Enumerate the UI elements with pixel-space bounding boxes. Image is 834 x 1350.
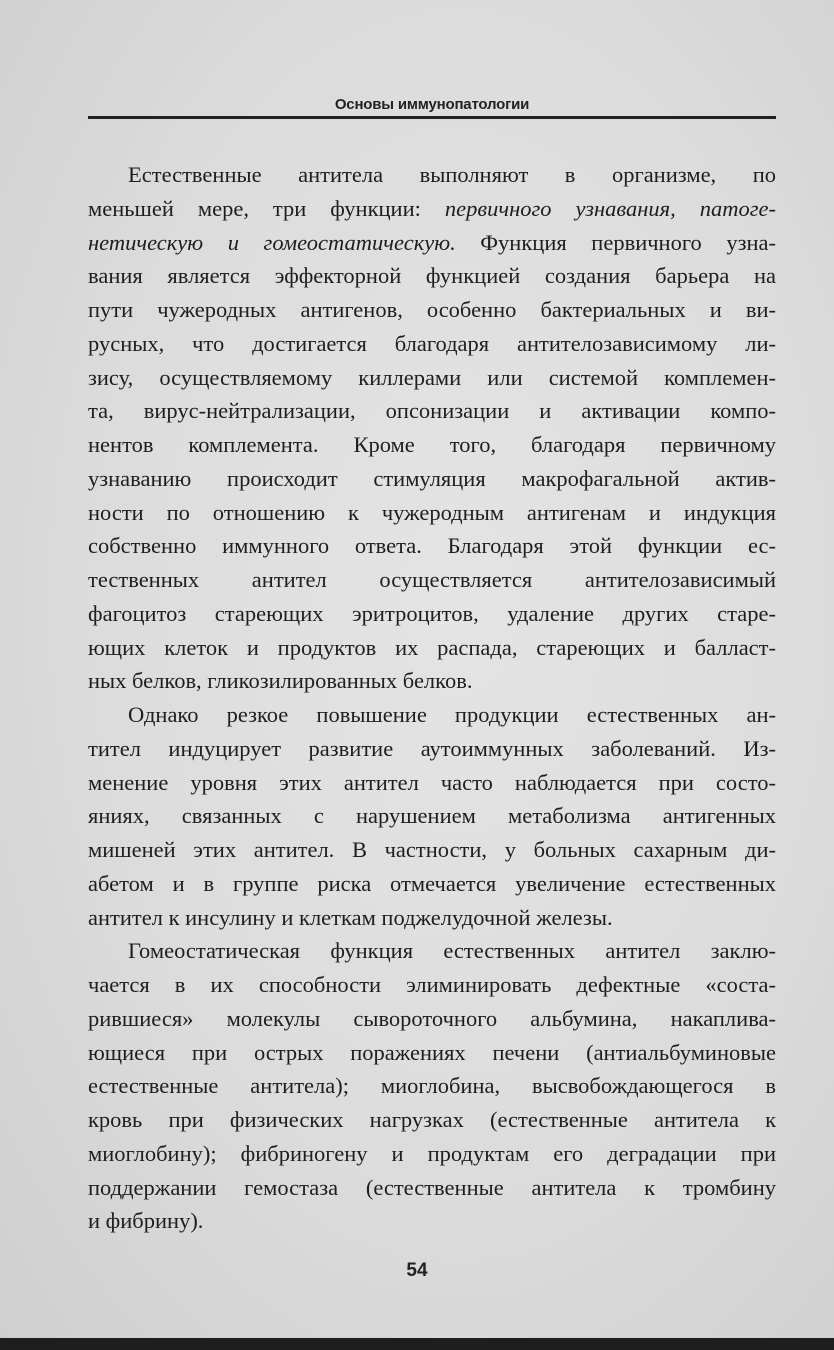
text-line [88, 631, 776, 665]
text-run: меньшей мере, три функции: [88, 195, 445, 221]
text-run: Гомеостатическая функция естественных антител заклю- [128, 938, 776, 964]
text-line [88, 1069, 776, 1103]
text-line [88, 934, 776, 968]
text-line [88, 361, 776, 395]
text-run: Однако резкое повышение продукции естественных ан- [128, 702, 776, 727]
text-line [88, 327, 776, 361]
text-run: зису, осуществляемому киллерами или системой комплемен- [88, 364, 776, 390]
italic-run: нетическую и гомеостатическую. [88, 229, 456, 255]
text-line [88, 1036, 776, 1070]
text-run: фагоцитоз стареющих эритроцитов, удаление других старе- [88, 600, 776, 626]
text-run: нентов комплемента. Кроме того, благодаря первичному [88, 432, 776, 457]
text-run: поддержании гемостаза (естественные антитела к тромбину [88, 1174, 776, 1200]
text-line [88, 698, 776, 732]
text-line [88, 1137, 776, 1171]
text-run: абетом и в группе риска отмечается увеличение естественных [88, 870, 776, 896]
text-run: мишеней этих антител. В частности, у больных сахарным ди- [88, 837, 776, 862]
text-line [88, 226, 776, 260]
running-head: Основы иммунопатологии [334, 96, 530, 113]
text-run: менение уровня этих антител часто наблюдается при состо- [88, 769, 776, 795]
header-rule [88, 116, 776, 119]
text-line [88, 833, 776, 867]
text-line [88, 462, 776, 496]
text-line [88, 496, 776, 530]
text-line [88, 529, 776, 563]
text-run: пути чужеродных антигенов, особенно бактериальных и ви- [88, 297, 776, 322]
text-line [88, 968, 776, 1002]
text-line [88, 158, 776, 192]
text-line [88, 192, 776, 226]
text-run: рившиеся» молекулы сывороточного альбумина, накаплива- [88, 1005, 776, 1031]
text-run: узнаванию происходит стимуляция макрофагальной актив- [88, 465, 776, 491]
text-run: антител к инсулину и клеткам поджелудочной железы. [88, 904, 613, 930]
text-line [88, 394, 776, 428]
text-line [88, 1002, 776, 1036]
page-number: 54 [406, 1260, 428, 1281]
text-line [88, 766, 776, 800]
text-run: ных белков, гликозилированных белков. [88, 668, 473, 694]
text-line [88, 428, 776, 462]
text-line [88, 732, 776, 766]
text-line [88, 867, 776, 901]
text-run: Функция первичного узна- [455, 229, 777, 255]
text-run: вания является эффекторной функцией создания барьера на [88, 263, 776, 289]
scan-bottom-edge [0, 1338, 834, 1350]
text-run: ющиеся при острых поражениях печени (антиальбуминовые [88, 1039, 776, 1065]
text-run: и фибрину). [88, 1208, 204, 1234]
text-line [88, 1204, 776, 1238]
text-run: яниях, связанных с нарушением метаболизма антигенных [88, 803, 776, 829]
text-line [88, 1103, 776, 1137]
text-run: кровь при физических нагрузках (естественные антитела к [88, 1107, 776, 1132]
text-line [88, 664, 776, 698]
text-line [88, 563, 776, 597]
text-line [88, 597, 776, 631]
text-line [88, 1171, 776, 1205]
text-run: та, вирус-нейтрализации, опсонизации и активации компо- [88, 398, 776, 424]
text-run: естественные антитела); миоглобина, высвобождающегося в [88, 1073, 776, 1099]
text-run: ности по отношению к чужеродным антигенам и индукция [88, 499, 776, 525]
text-line [88, 259, 776, 293]
text-line [88, 901, 776, 935]
text-run: миоглобину); фибриногену и продуктам его деградации при [88, 1140, 776, 1166]
body-text [88, 158, 776, 1238]
text-run: ющих клеток и продуктов их распада, стареющих и балласт- [88, 634, 776, 660]
text-run: Естественные антитела выполняют в организме, по [128, 162, 776, 187]
text-run: чается в их способности элиминировать дефектные «соста- [88, 972, 776, 997]
text-run: собственно иммунного ответа. Благодаря этой функции ес- [88, 533, 776, 559]
italic-run: первичного узнавания, патоге- [444, 195, 776, 221]
text-run: тител индуцирует развитие аутоиммунных заболеваний. Из- [88, 735, 776, 761]
text-line [88, 293, 776, 327]
text-run: тественных антител осуществляется антителозависимый [88, 567, 776, 592]
text-run: русных, что достигается благодаря антителозависимому ли- [88, 330, 776, 356]
text-line [88, 799, 776, 833]
